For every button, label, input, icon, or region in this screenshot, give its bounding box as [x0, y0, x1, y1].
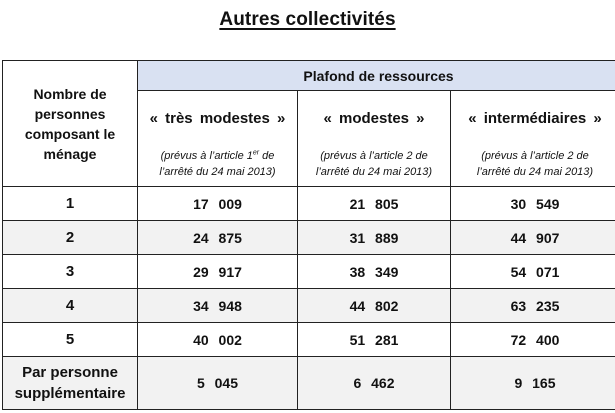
category-note: (prévus à l’article 2 de l’arrêté du 24 mai 2013) [476, 150, 594, 178]
household-size-cell: 2 [3, 221, 138, 255]
table-row [3, 289, 615, 323]
ceiling-value: 24 875 [193, 229, 242, 246]
household-size-header-line: personnes [34, 105, 106, 122]
table-row [3, 187, 615, 221]
value-cell [298, 255, 451, 289]
value-cell [451, 323, 615, 357]
value-cell [138, 357, 298, 410]
ceiling-value: 5 045 [196, 375, 239, 391]
value-cell [298, 323, 451, 357]
ceiling-value: 44 802 [349, 297, 399, 314]
household-size-cell: 4 [3, 289, 138, 323]
additional-person-cell [3, 357, 138, 410]
value-cell [451, 187, 615, 221]
category-label: « modestes » [323, 110, 425, 127]
category-modest [298, 91, 451, 187]
table-header-row [3, 61, 615, 91]
value-cell [138, 289, 298, 323]
value-cell [298, 357, 451, 410]
ceiling-value: 63 235 [510, 297, 560, 314]
household-size-header [3, 61, 138, 187]
ceiling-value: 54 071 [510, 263, 560, 280]
household-size-header-line: ménage [43, 145, 97, 162]
household-size-header-line: Nombre de [33, 85, 107, 102]
table-row [3, 221, 615, 255]
ceiling-value: 9 165 [514, 375, 556, 391]
ceiling-value: 29 917 [193, 263, 242, 280]
category-intermediate [451, 91, 615, 187]
value-cell [138, 255, 298, 289]
household-size-cell: 1 [3, 187, 138, 221]
value-cell [451, 357, 615, 410]
resource-ceiling-header: Plafond de ressources [138, 61, 615, 91]
additional-person-label-line: Par personne [22, 364, 118, 381]
ceiling-value: 34 948 [193, 297, 242, 314]
value-cell [298, 187, 451, 221]
category-very-modest [138, 91, 298, 187]
ceiling-value: 6 462 [353, 375, 395, 391]
ceiling-value: 38 349 [349, 263, 399, 280]
category-note: (prévus à l’article 2 de l’arrêté du 24 mai 2013) [315, 150, 433, 178]
value-cell [298, 221, 451, 255]
resource-ceiling-table [2, 60, 615, 410]
table-row [3, 255, 615, 289]
additional-person-label-line: supplémentaire [14, 385, 126, 402]
household-size-header-line: composant le [24, 125, 116, 142]
value-cell [298, 289, 451, 323]
household-size-cell: 3 [3, 255, 138, 289]
category-label: « très modestes » [149, 110, 286, 127]
ceiling-value: 40 002 [193, 331, 242, 348]
value-cell [451, 255, 615, 289]
ceiling-value: 21 805 [349, 195, 399, 212]
value-cell [138, 187, 298, 221]
category-label: « intermédiaires » [468, 110, 602, 127]
value-cell [138, 323, 298, 357]
category-note: (prévus à l’article 1er de l’arrêté du 24 mai 2013) [159, 149, 276, 178]
ceiling-value: 44 907 [510, 229, 560, 246]
table-row-additional-person [3, 357, 615, 410]
household-size-cell: 5 [3, 323, 138, 357]
value-cell [451, 221, 615, 255]
ceiling-value: 17 009 [193, 195, 242, 212]
value-cell [451, 289, 615, 323]
ceiling-value: 30 549 [510, 195, 560, 212]
page-title: Autres collectivités [219, 9, 396, 30]
ceiling-value: 51 281 [349, 331, 399, 348]
ceiling-value: 72 400 [510, 331, 560, 348]
value-cell [138, 221, 298, 255]
table-row [3, 323, 615, 357]
ceiling-value: 31 889 [349, 229, 399, 246]
